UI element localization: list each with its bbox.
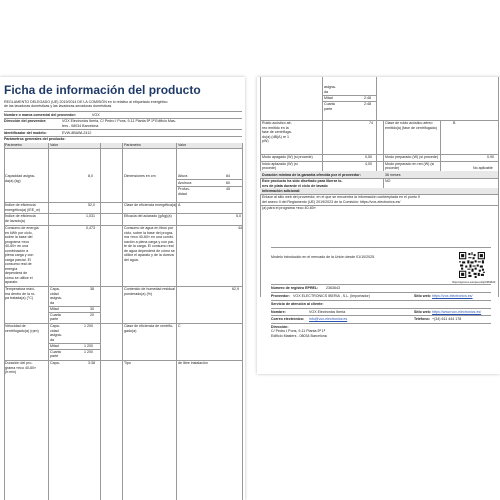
col-divider — [383, 178, 384, 188]
temp-sub-label: Capa- — [50, 287, 60, 291]
temp-half-label: Mitad — [50, 306, 59, 311]
col-value-header: Valor — [50, 143, 59, 148]
model-value: EVW-8BAWL2412 — [62, 130, 92, 135]
eprel-value: 2363643 — [326, 286, 340, 290]
warranty-value: 36 meses — [385, 172, 401, 177]
col-divider — [498, 77, 499, 297]
col-divider — [122, 143, 123, 500]
energy-cons-label: Consumo de energía — [5, 226, 39, 230]
water-cons-label: ma «eco 40-60» en una combi- — [124, 235, 174, 239]
energy-cons-label: en kWh por ciclo, — [5, 230, 33, 235]
water-cons-label: del agua. — [124, 257, 139, 262]
supplier-name-label: Nombre o marca comercial del proveedor: — [4, 112, 77, 117]
duration-label: grama «eco 40-60» — [5, 365, 37, 370]
wash-eff-value: 1,031 — [86, 214, 95, 218]
energy-class-label: Clase de eficiencia energética(a) — [124, 203, 177, 207]
divider — [271, 247, 491, 248]
address-label: Dirección: — [271, 324, 289, 329]
regulation-line-1: REGLAMENTO DELEGADO (UE) 2019/2014 DE LA COMISIÓN en lo relativo al etiquetado energético — [4, 100, 168, 104]
dim-depth-label-2: didad — [178, 191, 187, 196]
water-cons-label: de agua dependerá de cómo se — [124, 248, 175, 253]
temp-quarter-value: 20 — [90, 312, 94, 317]
wash-eff-label-2: de lavado(a) — [5, 218, 25, 223]
max-temp-label: ma dentro de la ro- — [5, 291, 36, 296]
col-divider — [376, 77, 377, 171]
spin-quarter-label: Cuarta — [50, 349, 61, 354]
spin-sub-label: asigna- — [50, 333, 62, 337]
max-temp-label: Temperatura máxi- — [5, 287, 35, 291]
qr-code-icon — [459, 252, 485, 278]
col-value-header-2: Valor — [178, 143, 187, 148]
energy-cons-label: dependerá de — [5, 271, 28, 275]
noise-label: pW) — [262, 139, 269, 143]
email-label: Correo electrónico: — [271, 317, 305, 321]
address-line-1: C/ Pedro I Pons, 9-11 Planta 5ª 1ª — [271, 329, 326, 333]
dimensions-label: Dimensiones en cm — [124, 174, 156, 178]
extra-info-text: Enlace al sitio web del proveedor, en el que se encuentra la información contemplada en el punto 9 — [262, 195, 420, 199]
divider — [271, 315, 491, 316]
duration-label: Duración del pro- — [5, 361, 33, 365]
eei-label-2: energética(a) (IEE_w) — [5, 207, 40, 212]
dim-depth-value: 45 — [226, 187, 230, 191]
wash-eff-label-1: Índice de eficiencia — [5, 214, 36, 218]
delay-value: 4,00 — [365, 162, 372, 166]
temp-quarter-label: Cuarta — [50, 312, 61, 317]
row-divider — [4, 202, 242, 203]
service-name-label: Nombre: — [271, 309, 286, 314]
market-intro-text: Modelo introducido en el mercado de la Unión desde 01/10/2025. — [271, 255, 376, 259]
service-name-value: VOX Electronics Iberia — [309, 309, 346, 314]
spin-half-label: Mitad — [50, 343, 59, 348]
temp-sub-label: cidad — [50, 291, 59, 296]
rinse-label: Eficacia del aclarado (g/kg)(a) — [124, 214, 172, 218]
noise-value: 74 — [369, 121, 373, 125]
water-cons-value: 44 — [238, 226, 242, 230]
row-divider — [260, 120, 498, 121]
energy-cons-label: sobre la base del — [5, 235, 33, 239]
water-cons-label: nación a plena carga y con par- — [124, 239, 175, 244]
right-page — [257, 77, 500, 374]
silver-ions-value: NO — [385, 179, 391, 183]
dim-depth-label: Profun- — [178, 187, 190, 191]
off-mode-value: 0,50 — [365, 155, 372, 159]
email-link[interactable]: info@vox-electronics.es — [309, 317, 348, 321]
extra-info-label: Información adicional: — [262, 189, 301, 193]
spin-quarter-value: 1 200 — [84, 349, 93, 354]
divider — [271, 308, 491, 309]
dim-height-label: Altura — [178, 174, 188, 178]
provider-web-label: Sitio web: — [414, 294, 431, 298]
energy-cons-label: aparato. — [5, 280, 19, 284]
duration-sub-label: Capa- — [50, 361, 60, 365]
col-param-header: Parámetro — [5, 143, 22, 148]
duration-sub-label: da — [324, 89, 328, 94]
spin-class-label: Clase de eficiencia de centrifu- — [124, 324, 174, 328]
page-title: Ficha de información del producto — [4, 83, 201, 97]
max-temp-label: pa tratada(a) (°C) — [5, 296, 34, 300]
supplier-address-line-1: VOX Electronics Iberia, C/ Pedro I Pons, 9-11 Planta 5ª 1ª Edificio Mas- — [62, 119, 176, 123]
col-divider — [48, 143, 49, 500]
energy-class-value: A — [178, 203, 181, 207]
energy-cons-label: cómo se utilice el — [5, 275, 33, 280]
off-mode-label: Modo apagado (W) (si procede) — [262, 155, 313, 159]
networked-label: procede) — [385, 166, 400, 170]
energy-cons-label: 40-60» en una — [5, 244, 29, 248]
eei-value: 52,0 — [88, 203, 95, 207]
networked-label: Modo preparado en red (W) (si — [385, 162, 435, 166]
noise-label: reo emitido en la — [262, 125, 289, 130]
col-divider — [440, 120, 441, 171]
capacity-label-1: Capacidad asigna- — [5, 174, 35, 178]
moisture-value: 62,9 — [232, 287, 239, 291]
noise-label: fase de centrifuga- — [262, 130, 292, 134]
col-divider — [383, 120, 384, 171]
duration-quarter-label: Cuarta — [324, 102, 335, 106]
general-params-heading: Parámetros generales del producto: — [4, 137, 66, 141]
duration-half-label: Mitad — [324, 96, 333, 100]
supplier-address-label: Dirección del proveedor: — [4, 119, 47, 123]
spin-rated-value: 1 200 — [84, 324, 93, 328]
divider — [271, 300, 491, 301]
provider-web-link[interactable]: https://vox-electronics.es/ — [432, 294, 473, 298]
col-divider — [260, 77, 261, 297]
standby-value: 0,90 — [487, 155, 494, 159]
standby-label: Modo preparado (W) (si procede) — [385, 155, 439, 159]
provider-value: VOX ELECTRONICS IBERIA , S.L. (Importador) — [293, 294, 370, 298]
networked-value: No aplicable — [473, 166, 493, 170]
spin-half-value: 1 200 — [84, 343, 93, 348]
footnote: (a) para el programa «eco 40-60» — [262, 206, 316, 210]
noise-class-label: emitido(a) (fase de centrifugado) — [385, 125, 437, 130]
water-cons-label: utilice el aparato y de la dureza — [124, 253, 174, 257]
silver-ions-label: nes de plata durante el ciclo de lavado — [262, 183, 328, 188]
duration-quarter-label: parte — [324, 106, 333, 111]
duration-label: (h:min) — [5, 370, 17, 374]
energy-cons-label: plena carga y con — [5, 253, 34, 257]
eprel-label: Número de registro EPREL: — [271, 286, 319, 290]
divider — [271, 323, 491, 324]
temp-sub-label: asigna- — [50, 296, 62, 300]
col-param-header-2: Parámetro — [124, 143, 141, 148]
eei-label-1: Índice de eficiencia — [5, 203, 36, 207]
row-divider — [4, 148, 242, 149]
duration-half-value: 2:48 — [364, 96, 371, 100]
col-divider — [176, 143, 177, 500]
service-web-link[interactable]: https://www.vox-electronics.es/ — [432, 309, 482, 314]
water-cons-label: ciclo, sobre la base del progra- — [124, 230, 174, 235]
duration-sub-label: asigna- — [324, 85, 336, 89]
temp-sub-label: da — [50, 300, 54, 305]
divider — [271, 292, 491, 293]
left-page — [0, 77, 245, 500]
supplier-address-line-2: ters - 08034 Barcelona — [62, 123, 99, 128]
delay-label: procede) — [262, 166, 277, 170]
service-web-label: Sitio web: — [414, 309, 431, 314]
spin-label: centrifugado(a) (rpm) — [5, 328, 39, 333]
duration-quarter-value: 2:48 — [364, 102, 371, 106]
temp-rated-value: 38 — [90, 287, 94, 291]
col-divider — [242, 143, 243, 500]
noise-label: Ruido acústico aé- — [262, 121, 292, 125]
supplier-name-value: VOX — [92, 112, 100, 117]
capacity-label-2: da(a) (kg) — [5, 178, 21, 183]
spin-class-value: C — [178, 324, 181, 328]
address-line-2: Edificio Masters - 08034 Barcelona — [271, 333, 327, 338]
row-divider — [4, 213, 242, 214]
phone-label: Teléfono: — [414, 317, 430, 321]
energy-cons-label: energía — [5, 266, 18, 271]
provider-label: Proveedor: — [271, 294, 290, 298]
spin-sub-label: cidad — [50, 328, 59, 333]
noise-label: do(a) (dB(A) re 1 — [262, 134, 289, 139]
phone-value: +(34) 611 444 178 — [432, 317, 462, 321]
water-cons-label: Consumo de agua en litros por — [124, 226, 174, 230]
rinse-value: 5,0 — [236, 214, 241, 218]
noise-class-value: B — [453, 121, 456, 125]
qr-caption: https://eprel.ec.europa.eu/qr/2363643 — [452, 281, 496, 284]
spin-quarter-label: parte — [50, 354, 59, 358]
water-cons-label: te de la carga. El consumo real — [124, 244, 174, 248]
col-divider — [322, 77, 323, 171]
dim-width-label: Anchura — [178, 180, 192, 185]
spin-sub-label: Capa- — [50, 324, 60, 328]
energy-cons-label: consumo real de — [5, 262, 32, 266]
noise-class-label: Clase de ruido acústico aéreo — [385, 121, 433, 125]
temp-half-value: 30 — [90, 306, 94, 311]
duration-rated-value: 3:38 — [88, 361, 95, 365]
row-divider — [4, 323, 242, 324]
moisture-label: Contenido de humedad residual — [124, 287, 175, 291]
col-divider — [4, 143, 5, 500]
dim-height-value: 84 — [226, 174, 230, 178]
delay-label: Inicio aplazado (W) (si — [262, 162, 298, 166]
spin-class-label: gado(a) — [124, 328, 137, 333]
moisture-label: ponderado(a) (%) — [124, 291, 153, 296]
energy-cons-label: programa «eco — [5, 239, 30, 244]
energy-cons-value: 0,473 — [86, 226, 95, 230]
spin-label: Velocidad de — [5, 324, 26, 328]
temp-quarter-label: parte — [50, 317, 59, 321]
row-divider — [4, 225, 242, 226]
spin-sub-label: da — [50, 337, 54, 342]
capacity-value: 8,0 — [88, 174, 93, 178]
dim-width-value: 60 — [226, 180, 230, 185]
divider — [271, 284, 491, 285]
type-label: Tipo — [124, 361, 131, 365]
model-label: Identificador del modelo: — [4, 130, 47, 135]
regulation-line-2: de las lavadoras domésticas y las lavadoras-secadoras domésticas — [4, 104, 112, 108]
energy-cons-label: carga parcial. El — [5, 257, 31, 262]
col-divider — [100, 143, 101, 500]
customer-service-label: Servicio de atención al cliente: — [271, 302, 324, 306]
row-divider — [4, 286, 242, 287]
extra-info-text: del anexo II del Reglamento (UE) 2019/2023 de la Comisión: https://vox-electronics.es/ — [262, 199, 401, 204]
silver-ions-label: Este producto ha sido diseñado para liberar io- — [262, 179, 343, 183]
type-value: de libre instalación — [178, 361, 208, 365]
energy-cons-label: combinación a — [5, 248, 29, 253]
warranty-label: Duración mínima de la garantía ofrecida por el proveedor: — [262, 172, 361, 177]
